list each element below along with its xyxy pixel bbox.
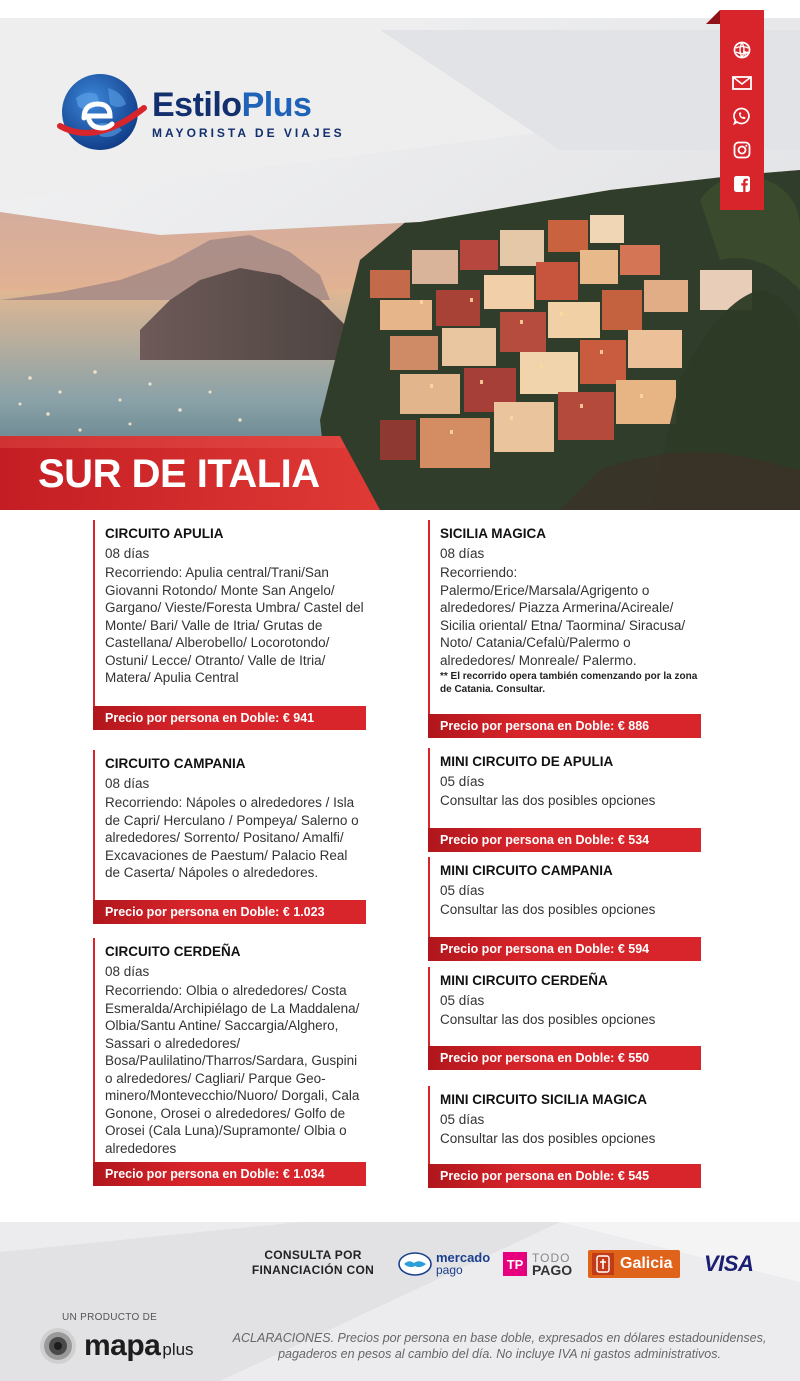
circuit-price: Precio por persona en Doble: € 1.034: [93, 1162, 366, 1186]
galicia-name: Galicia: [620, 1255, 673, 1272]
circuit-days: 08 días: [105, 546, 150, 561]
financing-label: [248, 1248, 378, 1278]
todopago-logo[interactable]: [503, 1247, 572, 1281]
mapaplus-emblem-icon: [38, 1326, 78, 1366]
mercadopago-logo[interactable]: [398, 1247, 490, 1281]
circuit-note: ** El recorrido opera también comenzando por la zona de Catania. Consultar.: [440, 671, 698, 695]
mapaplus-suffix: plus: [162, 1340, 194, 1359]
circuit-card-body: [428, 520, 701, 714]
circuit-title: MINI CIRCUITO SICILIA MAGICA: [440, 1092, 647, 1107]
circuit-days: 08 días: [105, 776, 150, 791]
brand-name: [152, 88, 345, 122]
mapaplus-logo[interactable]: [38, 1326, 194, 1366]
circuit-route: Consultar las dos posibles opciones: [440, 1012, 656, 1027]
todopago-badge: TP: [503, 1252, 527, 1276]
web-icon[interactable]: [732, 40, 752, 60]
circuit-card: [428, 520, 701, 738]
mercadopago-line1: mercado: [436, 1250, 491, 1265]
circuit-card-body: [93, 750, 366, 900]
circuit-price: Precio por persona en Doble: € 941: [93, 706, 366, 730]
circuit-days: 05 días: [440, 1112, 485, 1127]
visa-logo[interactable]: VISA: [704, 1251, 754, 1276]
circuit-card: [428, 1086, 701, 1188]
circuit-price: Precio por persona en Doble: € 550: [428, 1046, 701, 1070]
circuit-card-body: [93, 938, 366, 1162]
circuit-title: CIRCUITO APULIA: [105, 526, 224, 541]
mercadopago-line2: pago: [436, 1263, 463, 1277]
financing-label-line2: FINANCIACIÓN CON: [251, 1263, 375, 1277]
mail-icon[interactable]: [732, 73, 752, 93]
galicia-emblem-icon: [592, 1253, 614, 1275]
social-bar: [720, 10, 764, 210]
facebook-icon[interactable]: [732, 174, 752, 194]
circuit-card: [93, 938, 366, 1186]
estiloplus-logo[interactable]: [56, 68, 345, 160]
circuit-card-body: [428, 1086, 701, 1164]
circuit-days: 05 días: [440, 883, 485, 898]
header: [0, 0, 800, 510]
circuit-title: MINI CIRCUITO DE APULIA: [440, 754, 614, 769]
mapaplus-brand: mapa: [84, 1329, 161, 1362]
circuit-days: 08 días: [440, 546, 485, 561]
circuit-card: [428, 967, 701, 1070]
circuit-card-body: [93, 520, 366, 706]
circuit-title: SICILIA MAGICA: [440, 526, 546, 541]
circuit-card: [428, 748, 701, 852]
circuit-route: Recorriendo: Olbia o alrededores/ Costa Esmeralda/Archipiélago de La Maddalena/ Olbia/Santu Antine/ Saccargia/Alghero, Sassari o alrededores/ Bosa/Paulilatino/Tharros/Sardara, Guspini o alrededores/ Cagliari/ Parque Geo-minero/Montevecchio/Nuoro/ Dorgali, Cala Gonone, Orosei o alrededores/ Golfo de Orosei (Cala Luna)/Supramonte/ Olbia o alrededores: [105, 983, 360, 1156]
circuit-price: Precio por persona en Doble: € 594: [428, 937, 701, 961]
galicia-logo[interactable]: [588, 1247, 680, 1281]
brand-name-main: Estilo: [152, 86, 242, 124]
handshake-icon: [398, 1252, 432, 1276]
todopago-line2: PAGO: [532, 1262, 573, 1278]
circuit-route: Consultar las dos posibles opciones: [440, 793, 656, 808]
circuit-price: Precio por persona en Doble: € 1.023: [93, 900, 366, 924]
circuit-title: MINI CIRCUITO CERDEÑA: [440, 973, 608, 988]
circuit-price: Precio por persona en Doble: € 534: [428, 828, 701, 852]
instagram-icon[interactable]: [732, 140, 752, 160]
circuit-days: 08 días: [105, 964, 150, 979]
circuit-card-body: [428, 748, 701, 828]
circuit-price: Precio por persona en Doble: € 886: [428, 714, 701, 738]
financing-label-line1: CONSULTA POR: [264, 1248, 362, 1262]
circuit-title: CIRCUITO CAMPANIA: [105, 756, 246, 771]
globe-icon: [56, 68, 148, 160]
circuit-route: Consultar las dos posibles opciones: [440, 902, 656, 917]
circuit-title: CIRCUITO CERDEÑA: [105, 944, 241, 959]
page-title: SUR DE ITALIA: [38, 452, 320, 496]
whatsapp-icon[interactable]: [732, 106, 752, 126]
circuit-card: [93, 750, 366, 924]
circuit-days: 05 días: [440, 774, 485, 789]
brand-name-accent: Plus: [241, 86, 312, 124]
circuit-title: MINI CIRCUITO CAMPANIA: [440, 863, 613, 878]
circuit-card-body: [428, 857, 701, 937]
circuit-card: [93, 520, 366, 730]
product-of-label: UN PRODUCTO DE: [62, 1312, 158, 1323]
circuit-route: Recorriendo: Nápoles o alrededores / Isla de Capri/ Herculano / Pompeya/ Salerno o alrededores/ Sorrento/ Positano/ Amalfi/ Excavaciones de Paestum/ Palacio Real de Caserta/ Nápoles o alrededores.: [105, 795, 359, 880]
circuit-route: Recorriendo: Apulia central/Trani/San Giovanni Rotondo/ Monte San Angelo/ Gargano/ Vieste/Foresta Umbra/ Castel del Monte/ Bari/ Valle de Itria/ Grutas de Castellana/ Alberobello/ Locorotondo/ Ostuni/ Lecce/ Otranto/ Valle de Itria/ Matera/ Apulia Central: [105, 565, 364, 685]
circuit-price: Precio por persona en Doble: € 545: [428, 1164, 701, 1188]
brand-tagline: MAYORISTA DE VIAJES: [152, 126, 345, 140]
circuit-card-body: [428, 967, 701, 1046]
circuit-route: Consultar las dos posibles opciones: [440, 1131, 656, 1146]
todopago-line1: TODO: [532, 1251, 571, 1265]
circuit-days: 05 días: [440, 993, 485, 1008]
disclaimer-text: ACLARACIONES. Precios por persona en base doble, expresados en dólares estadounidenses, pagaderos en pesos al cambio del día. No incluye IVA ni gastos administrativos.: [232, 1331, 767, 1361]
circuit-card: [428, 857, 701, 961]
circuit-route: Recorriendo: Palermo/Erice/Marsala/Agrigento o alrededores/ Piazza Armerina/Acireale/ Sicilia oriental/ Etna/ Taormina/ Siracusa/ Noto/ Catania/Cefalù/Palermo o alrededores/ Monreale/ Palermo.: [440, 565, 686, 668]
social-bar-fold: [706, 10, 720, 24]
